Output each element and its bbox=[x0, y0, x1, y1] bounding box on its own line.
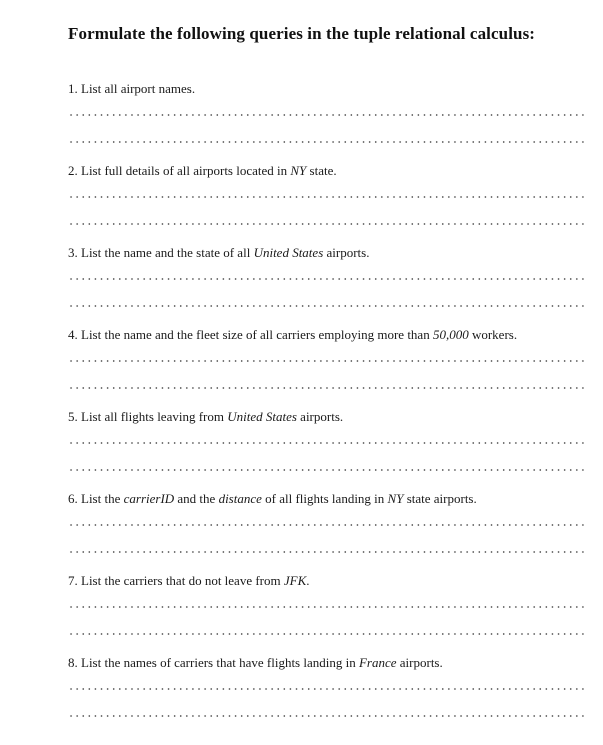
question-4 bbox=[68, 327, 588, 407]
answer-line[interactable] bbox=[68, 524, 584, 526]
answer-line[interactable] bbox=[68, 114, 584, 116]
question-segment: . bbox=[306, 573, 310, 588]
question-number: 5. bbox=[68, 409, 78, 424]
question-segment: List the bbox=[77, 491, 124, 506]
question-number: 4. bbox=[68, 327, 78, 342]
question-number: 2. bbox=[68, 163, 78, 178]
answer-line[interactable] bbox=[68, 305, 584, 307]
question-segment: state. bbox=[306, 163, 337, 178]
question-segment: List the carriers that do not leave from bbox=[77, 573, 284, 588]
answer-line[interactable] bbox=[68, 196, 584, 198]
question-segment: of all flights landing in bbox=[261, 491, 388, 506]
question-text bbox=[68, 573, 588, 589]
answer-line[interactable] bbox=[68, 633, 584, 635]
question-text bbox=[68, 409, 588, 425]
question-5 bbox=[68, 409, 588, 489]
question-text bbox=[68, 245, 588, 261]
answer-line[interactable] bbox=[68, 141, 584, 143]
question-emphasis: United States bbox=[253, 245, 324, 260]
question-8 bbox=[68, 655, 588, 735]
question-segment: airports. bbox=[396, 655, 443, 670]
answer-line[interactable] bbox=[68, 551, 584, 553]
question-emphasis: NY bbox=[290, 163, 307, 178]
question-emphasis: France bbox=[358, 655, 397, 670]
question-text bbox=[68, 655, 588, 671]
question-segment: airports. bbox=[296, 409, 344, 424]
question-segment: airports. bbox=[323, 245, 370, 260]
question-number: 3. bbox=[68, 245, 78, 260]
answer-line[interactable] bbox=[68, 715, 584, 717]
question-segment: state airports. bbox=[403, 491, 477, 506]
question-segment: List the name and the fleet size of all carriers employing more than bbox=[77, 327, 433, 342]
question-segment: workers. bbox=[468, 327, 518, 342]
question-segment: List full details of all airports located in bbox=[77, 163, 291, 178]
question-emphasis: JFK bbox=[283, 573, 307, 588]
question-segment: List all flights leaving from bbox=[77, 409, 228, 424]
question-segment: List the names of carriers that have flights landing in bbox=[77, 655, 359, 670]
question-text bbox=[68, 327, 588, 343]
question-emphasis: NY bbox=[387, 491, 404, 506]
answer-line[interactable] bbox=[68, 688, 584, 690]
question-text bbox=[68, 81, 588, 97]
question-segment: List all airport names. bbox=[77, 81, 196, 96]
question-text bbox=[68, 491, 588, 507]
answer-line[interactable] bbox=[68, 223, 584, 225]
question-number: 6. bbox=[68, 491, 78, 506]
question-text bbox=[68, 163, 588, 179]
question-segment: List the name and the state of all bbox=[77, 245, 254, 260]
question-number: 7. bbox=[68, 573, 78, 588]
answer-line[interactable] bbox=[68, 469, 584, 471]
question-emphasis: distance bbox=[218, 491, 262, 506]
question-1 bbox=[68, 81, 588, 161]
question-6 bbox=[68, 491, 588, 571]
answer-line[interactable] bbox=[68, 387, 584, 389]
answer-line[interactable] bbox=[68, 442, 584, 444]
question-2 bbox=[68, 163, 588, 243]
question-emphasis: carrierID bbox=[123, 491, 175, 506]
answer-line[interactable] bbox=[68, 360, 584, 362]
question-7 bbox=[68, 573, 588, 653]
answer-line[interactable] bbox=[68, 278, 584, 280]
page-title: Formulate the following queries in the tuple relational calculus: bbox=[68, 24, 536, 43]
question-emphasis: United States bbox=[227, 409, 297, 424]
question-number: 8. bbox=[68, 655, 78, 670]
question-emphasis: 50,000 bbox=[432, 327, 469, 342]
question-segment: and the bbox=[174, 491, 219, 506]
answer-line[interactable] bbox=[68, 606, 584, 608]
question-3 bbox=[68, 245, 588, 325]
question-number: 1. bbox=[68, 81, 78, 96]
